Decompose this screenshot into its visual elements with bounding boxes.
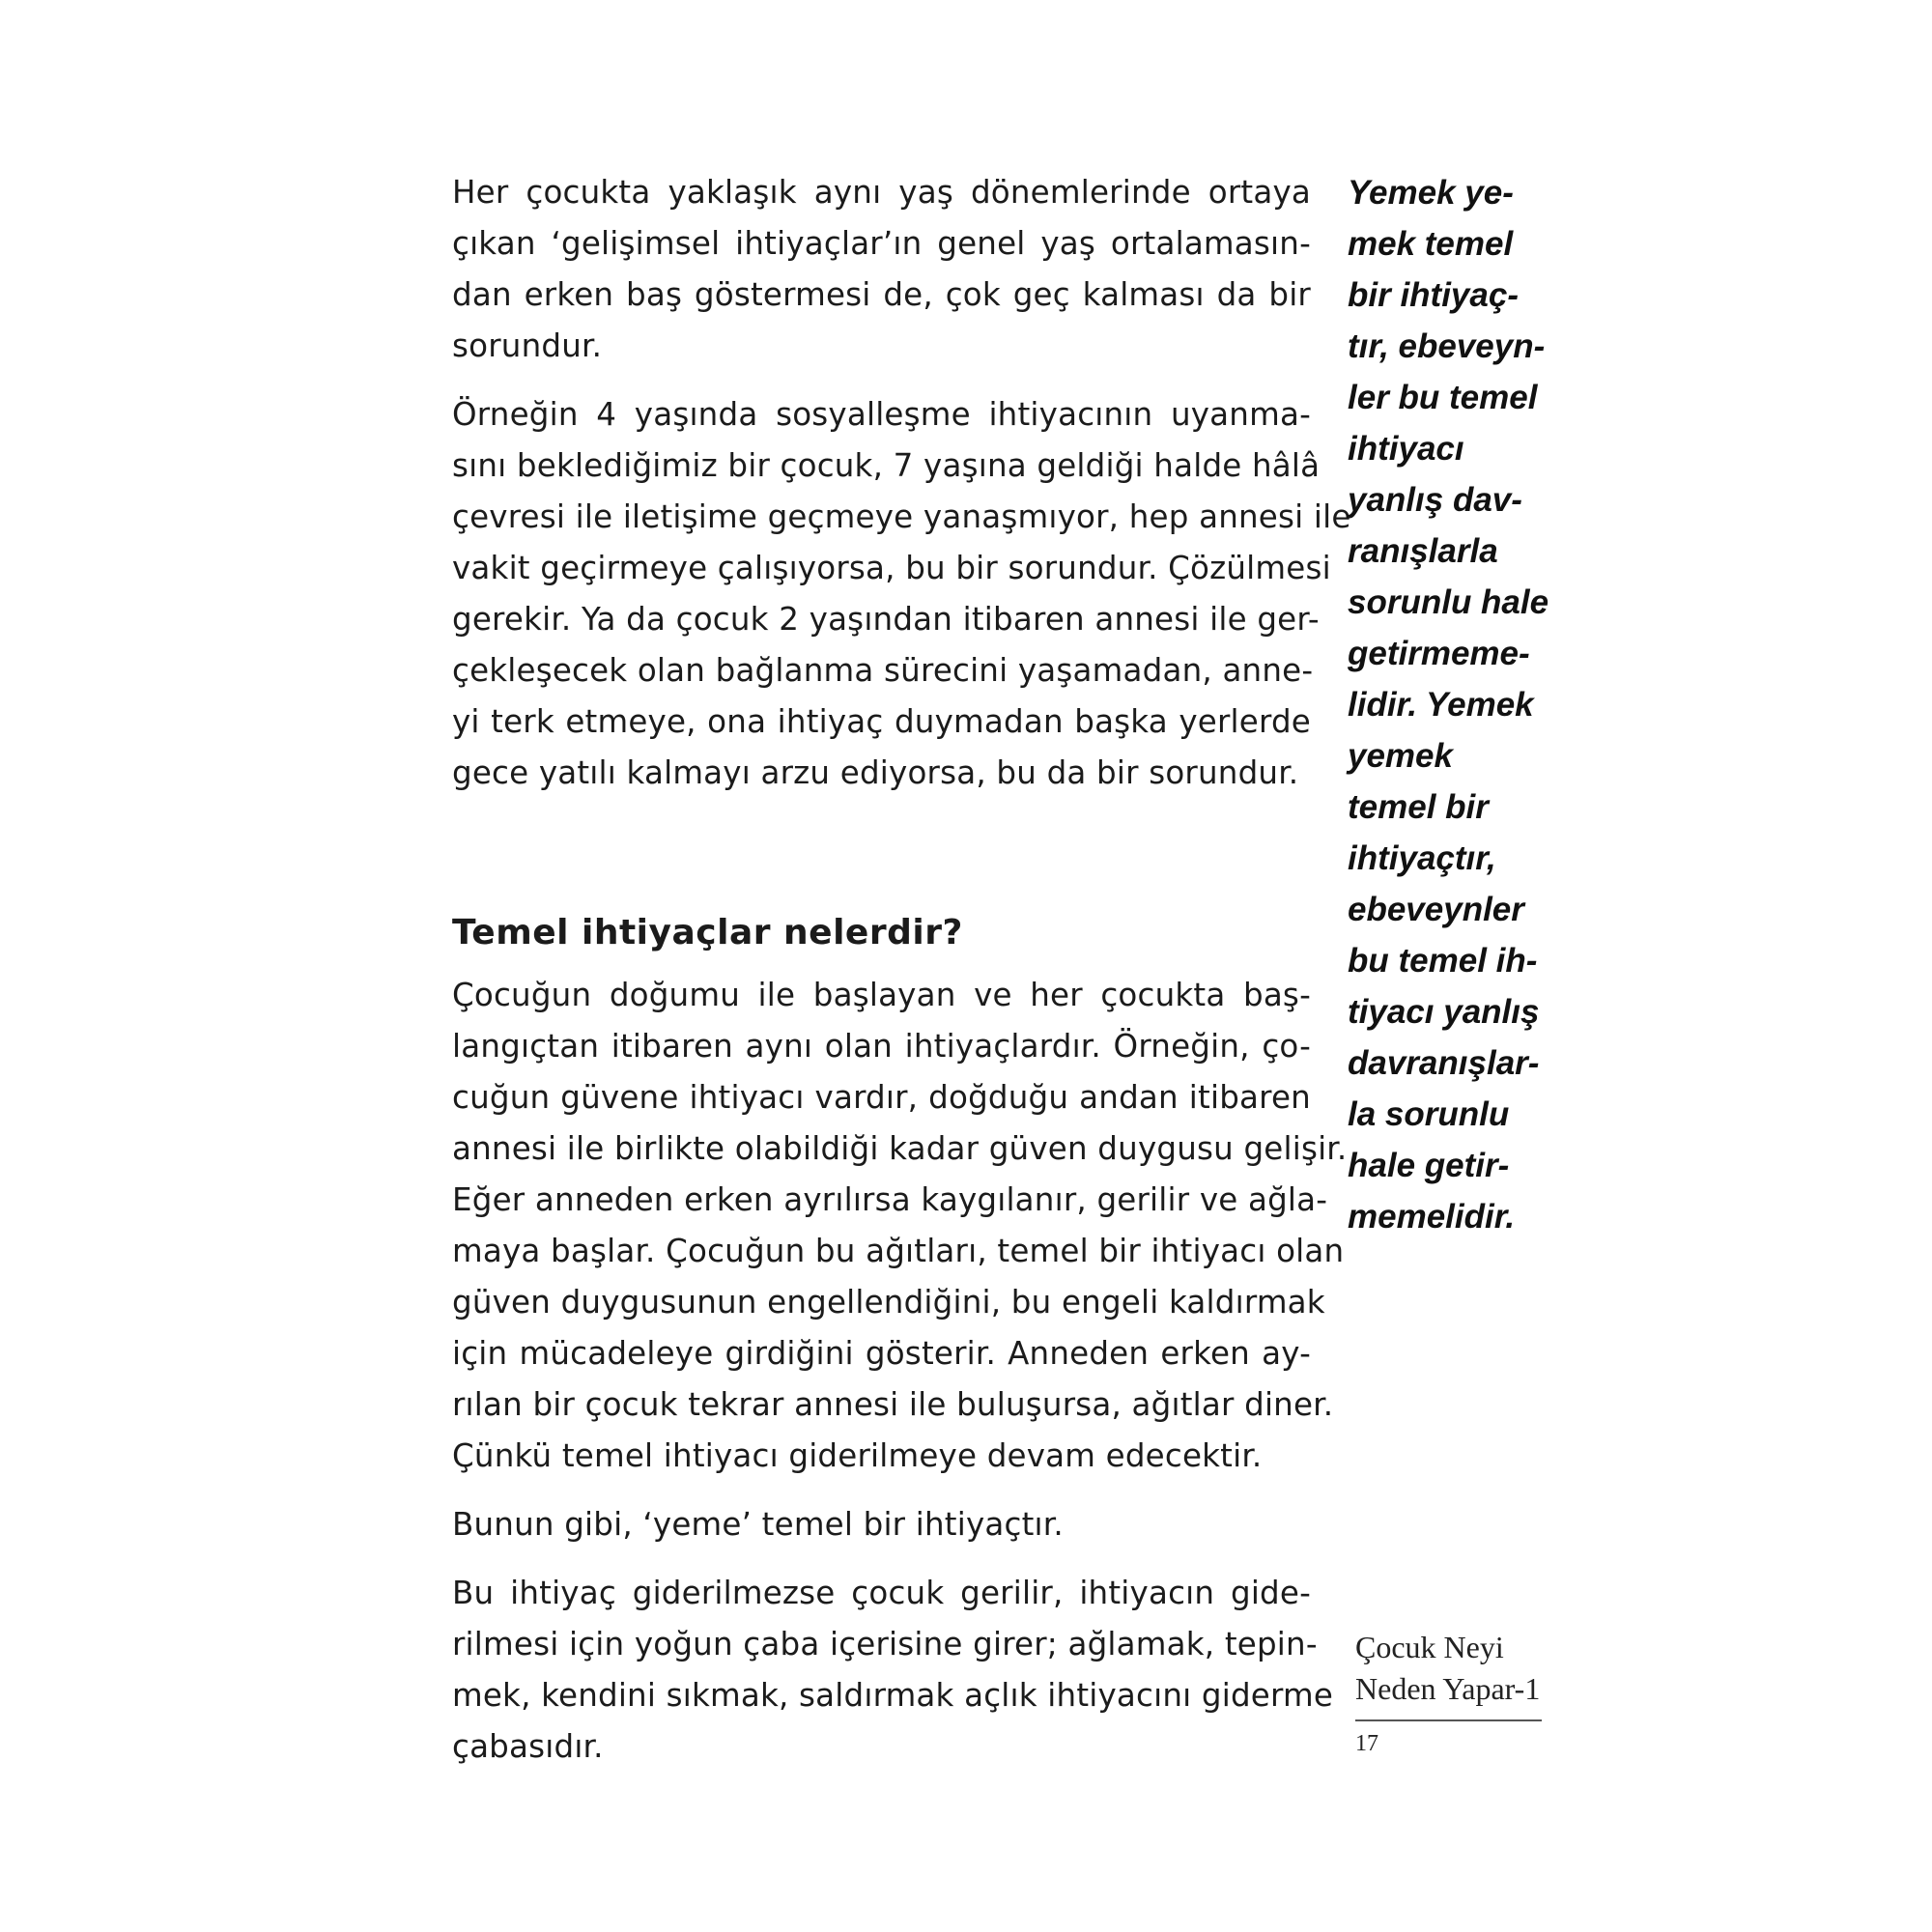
text-line: annesi ile birlikte olabildiği kadar güven duygusu gelişir. xyxy=(452,1130,1348,1167)
text-line: çıkan ‘gelişimsel ihtiyaçlar’ın genel yaş ortalamasın- xyxy=(452,225,1311,262)
text-line: Örneğin 4 yaşında sosyalleşme ihtiyacının uyanma- xyxy=(452,396,1311,433)
text-line: mek, kendini sıkmak, saldırmak açlık ihtiyacını giderme xyxy=(452,1677,1334,1714)
quote-line: ebeveynler xyxy=(1348,891,1524,928)
quote-line: memelidir. xyxy=(1348,1198,1516,1236)
quote-line: Yemek ye- xyxy=(1348,174,1514,212)
text-line: güven duygusunun engellendiğini, bu engeli kaldırmak xyxy=(452,1284,1325,1321)
paragraph-2 xyxy=(407,389,1351,799)
paragraph-1 xyxy=(407,167,1311,372)
paragraph-4 xyxy=(407,1499,1311,1550)
quote-line: sorunlu hale xyxy=(1348,583,1549,621)
text-line: çevresi ile iletişime geçmeye yanaşmıyor, hep annesi ile xyxy=(452,498,1351,535)
quote-line: getirmeme- xyxy=(1348,635,1530,672)
section-heading: Temel ihtiyaçlar nelerdir? xyxy=(452,913,963,952)
quote-line: tiyacı yanlış xyxy=(1348,993,1540,1031)
text-line: Her çocukta yaklaşık aynı yaş dönemlerinde ortaya xyxy=(452,174,1311,211)
text-line: Bu ihtiyaç giderilmezse çocuk gerilir, ihtiyacın gide- xyxy=(452,1575,1311,1611)
book-title-line-1: Çocuk Neyi xyxy=(1355,1630,1504,1664)
quote-line: yanlış dav- xyxy=(1348,481,1522,519)
running-footer xyxy=(1355,1627,1558,1760)
sidebar-pull-quote xyxy=(1348,167,1570,1242)
quote-line: bir ihtiyaç- xyxy=(1348,276,1519,314)
text-line: maya başlar. Çocuğun bu ağıtları, temel bir ihtiyacı olan xyxy=(452,1233,1345,1269)
quote-line: ranışlarla xyxy=(1348,532,1498,570)
main-text-column xyxy=(407,167,1351,1790)
paragraph-5 xyxy=(407,1568,1334,1773)
text-line: vakit geçirmeye çalışıyorsa, bu bir sorundur. Çözülmesi xyxy=(452,550,1331,586)
text-line: Bunun gibi, ‘yeme’ temel bir ihtiyaçtır. xyxy=(452,1506,1064,1543)
text-line: rilmesi için yoğun çaba içerisine girer; ağlamak, tepin- xyxy=(452,1626,1318,1662)
quote-line: hale getir- xyxy=(1348,1147,1510,1184)
text-line: dan erken baş göstermesi de, çok geç kalması da bir xyxy=(452,276,1311,313)
quote-line: davranışlar- xyxy=(1348,1044,1540,1082)
paragraph-3 xyxy=(407,970,1348,1482)
text-line: sorundur. xyxy=(452,327,603,364)
section-spacer xyxy=(407,816,1311,906)
quote-line: tır, ebeveyn- xyxy=(1348,327,1546,365)
text-line: çekleşecek olan bağlanma sürecini yaşamadan, anne- xyxy=(452,652,1314,689)
text-line: sını beklediğimiz bir çocuk, 7 yaşına geldiği halde hâlâ xyxy=(452,447,1321,484)
text-line: rılan bir çocuk tekrar annesi ile buluşursa, ağıtlar diner. xyxy=(452,1386,1334,1423)
quote-line: yemek xyxy=(1348,737,1453,775)
text-line: için mücadeleye girdiğini gösterir. Anneden erken ay- xyxy=(452,1335,1311,1372)
text-line: gerekir. Ya da çocuk 2 yaşından itibaren annesi ile ger- xyxy=(452,601,1320,638)
text-line: yi terk etmeye, ona ihtiyaç duymadan başka yerlerde xyxy=(452,703,1311,740)
text-line: gece yatılı kalmayı arzu ediyorsa, bu da bir sorundur. xyxy=(452,754,1299,791)
text-line: Çünkü temel ihtiyacı giderilmeye devam edecektir. xyxy=(452,1437,1263,1474)
quote-line: temel bir xyxy=(1348,788,1489,826)
text-line: Eğer anneden erken ayrılırsa kaygılanır, gerilir ve ağla- xyxy=(452,1181,1328,1218)
quote-line: lidir. Yemek xyxy=(1348,686,1534,724)
page-number: 17 xyxy=(1355,1731,1378,1756)
quote-line: la sorunlu xyxy=(1348,1095,1510,1133)
text-line: langıçtan itibaren aynı olan ihtiyaçlardır. Örneğin, ço- xyxy=(452,1028,1311,1065)
footer-divider xyxy=(1355,1719,1542,1721)
text-line: cuğun güvene ihtiyacı vardır, doğduğu andan itibaren xyxy=(452,1079,1311,1116)
quote-line: ler bu temel xyxy=(1348,379,1538,416)
quote-line: ihtiyaçtır, xyxy=(1348,839,1496,877)
text-line: çabasıdır. xyxy=(452,1728,604,1765)
text-line: Çocuğun doğumu ile başlayan ve her çocukta baş- xyxy=(452,977,1311,1013)
quote-line: bu temel ih- xyxy=(1348,942,1538,980)
quote-line: mek temel xyxy=(1348,225,1514,263)
book-title-line-2: Neden Yapar-1 xyxy=(1355,1671,1541,1706)
quote-line: ihtiyacı xyxy=(1348,430,1464,468)
